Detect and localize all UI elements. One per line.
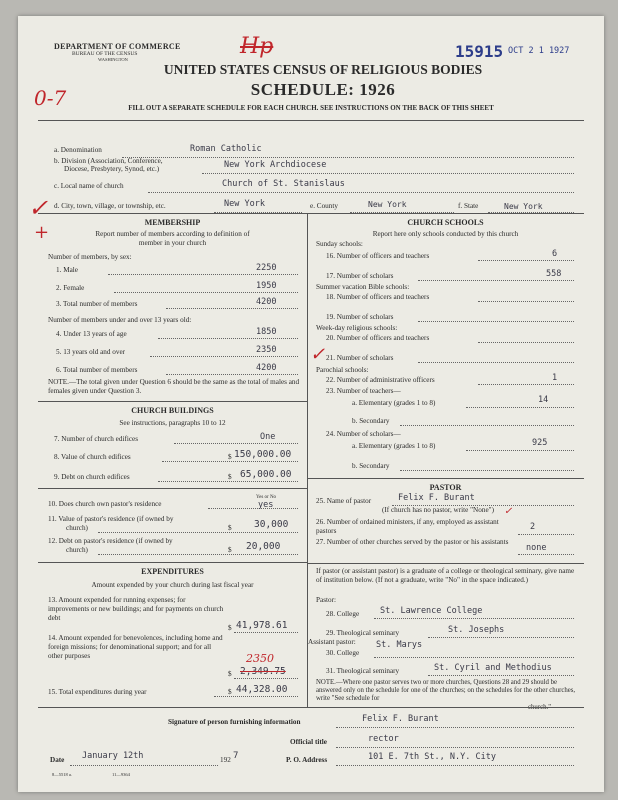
male-line [108, 274, 298, 275]
total-expenditures-value: 44,328.00 [236, 684, 288, 695]
membership-sub-2: member in your church [138, 239, 207, 247]
membership-note: NOTE.—The total given under Question 6 should be the same as the total of males and females given under Question 3. [48, 378, 300, 395]
summer-schools-label: Summer vacation Bible schools: [316, 283, 410, 291]
edifices-debt-value: 65,000.00 [240, 469, 292, 480]
male-label: 1. Male [56, 266, 78, 274]
hand-mark-pastor: ✓ [504, 506, 513, 517]
year-hand: 7 [233, 751, 239, 761]
edifices-count-value: One [260, 432, 276, 442]
under-13-value: 1850 [256, 327, 277, 337]
schools-sub: Report here only schools conducted by this church [372, 230, 519, 238]
form-instruction: FILL OUT A SEPARATE SCHEDULE FOR EACH CHURCH. SEE INSTRUCTIONS ON THE BACK OF THIS SHEET [128, 104, 494, 112]
denomination-line [122, 157, 574, 158]
edifices-debt-label: 9. Debt on church edifices [54, 473, 130, 481]
residence-value-label-1: 11. Value of pastor's residence (if owned by [48, 515, 174, 523]
total-expenditures-label: 15. Total expenditures during year [48, 688, 147, 696]
running-expenses-line [234, 632, 298, 633]
bureau-label: BUREAU OF THE CENSUS [72, 51, 138, 57]
residence-debt-value: 20,000 [246, 541, 281, 552]
benevolences-line [234, 678, 298, 679]
edifices-value-value: 150,000.00 [234, 449, 292, 460]
edifices-debt-dollar: $ [228, 473, 232, 481]
total-members-value-3: 4200 [256, 297, 277, 307]
buildings-sub: See instructions, paragraphs 10 to 12 [119, 419, 226, 427]
schedule-title: SCHEDULE: 1926 [250, 80, 396, 99]
residence-divider [38, 562, 307, 563]
expenditures-heading: EXPENDITURES [141, 567, 204, 576]
teachers-elementary-line [466, 407, 574, 408]
official-title-label: Official title [290, 738, 327, 746]
schools-divider [307, 478, 584, 479]
over-13-value: 2350 [256, 345, 277, 355]
other-churches-label: 27. Number of other churches served by the pastor or his assistants [316, 538, 509, 546]
sunday-scholars-line [418, 280, 574, 281]
form-number-2: 11—9364 [112, 772, 130, 777]
pastor-college-value: St. Lawrence College [380, 606, 483, 616]
date-label: Date [50, 756, 65, 764]
scholars-elementary-line [466, 450, 574, 451]
graduate-note: If pastor (or assistant pastor) is a graduate of a college or theological seminary, give name of institution below. (If not a graduate, write "No" in the space indicated.) [316, 567, 575, 584]
year-prefix: 192 [220, 756, 231, 764]
residence-value-label-2: church) [66, 524, 88, 532]
total-members-value-6: 4200 [256, 363, 277, 373]
residence-value-dollar: $ [228, 524, 232, 532]
buildings-heading: CHURCH BUILDINGS [131, 406, 214, 415]
division-label-1: b. Division (Association, Conference, [54, 157, 163, 165]
weekday-scholars-label: 21. Number of scholars [326, 354, 394, 362]
teachers-elementary-label: a. Elementary (grades 1 to 8) [352, 399, 436, 407]
local-name-label: c. Local name of church [54, 182, 124, 190]
benevolences-dollar: $ [228, 670, 232, 678]
benevolences-value: 2,349.75 [240, 666, 286, 677]
edifices-value-line [162, 461, 298, 462]
male-value: 2250 [256, 263, 277, 273]
signature-divider [38, 707, 584, 708]
teachers-label: 23. Number of teachers— [326, 387, 401, 395]
local-name-value: Church of St. Stanislaus [222, 179, 345, 189]
city-field-label: d. City, town, village, or township, etc. [54, 202, 166, 210]
pastor-seminary-value: St. Josephs [448, 625, 505, 635]
date-line [70, 765, 218, 766]
city-value: New York [224, 199, 265, 209]
edifices-count-label: 7. Number of church edifices [54, 435, 139, 443]
handwritten-mark-top: Hp [240, 34, 274, 59]
under-13-line [158, 338, 298, 339]
admin-officers-label: 22. Number of administrative officers [326, 376, 435, 384]
benevolences-hand-correction: 2350 [246, 652, 274, 665]
pastor-college-label: 28. College [326, 610, 360, 618]
residence-own-value: yes [258, 500, 274, 510]
total-members-label-6: 6. Total number of members [56, 366, 138, 374]
female-value: 1950 [256, 281, 277, 291]
pastor-seminary-label: 29. Theological seminary [326, 629, 400, 637]
sunday-officers-line [478, 260, 574, 261]
signature-line [336, 727, 574, 728]
form-title: UNITED STATES CENSUS OF RELIGIOUS BODIES [163, 62, 483, 77]
total-members-label-3: 3. Total number of members [56, 300, 138, 308]
state-value: New York [504, 202, 543, 211]
handwritten-check-mark: ✓ [28, 194, 49, 222]
weekday-scholars-line [418, 362, 574, 363]
summer-scholars-label: 19. Number of scholars [326, 313, 394, 321]
total-expenditures-line [214, 696, 298, 697]
scholars-secondary-label: b. Secondary [352, 462, 390, 470]
denomination-value: Roman Catholic [190, 144, 262, 154]
running-expenses-label: 13. Amount expended for running expenses; for improvements or new buildings; and for payments on church debt [48, 596, 224, 622]
parochial-schools-label: Parochial schools: [316, 366, 369, 374]
local-name-line [148, 192, 574, 193]
assistant-seminary-label: 31. Theological seminary [326, 667, 400, 675]
assistant-pastor-label: Assistant pastor: [308, 638, 356, 646]
pastor-heading: PASTOR [429, 483, 462, 492]
under-13-label: 4. Under 13 years of age [56, 330, 127, 338]
benevolences-label: 14. Amount expended for benevolences, including home and foreign missions; for denominational support; and for all other purposes [48, 634, 223, 660]
other-churches-value: none [526, 543, 547, 553]
division-line [202, 173, 574, 174]
total-members-line-6 [166, 374, 298, 375]
form-number: 8—5518 a. [52, 772, 72, 777]
assistant-seminary-value: St. Cyril and Methodius [434, 663, 552, 673]
buildings-divider [38, 488, 307, 489]
sunday-scholars-value: 558 [546, 269, 562, 279]
members-by-sex-label: Number of members, by sex: [48, 253, 132, 261]
membership-heading: MEMBERSHIP [144, 218, 201, 227]
scholars-elementary-label: a. Elementary (grades 1 to 8) [352, 442, 436, 450]
yes-no-hint: Yes or No [256, 495, 277, 500]
pastor-seminary-line [428, 637, 574, 638]
state-label: f. State [458, 202, 479, 210]
division-label-2: Diocese, Presbytery, Synod, etc.) [64, 165, 160, 173]
edifices-value-dollar: $ [228, 453, 232, 461]
scholars-secondary-line [400, 470, 574, 471]
residence-own-label: 10. Does church own pastor's residence [48, 500, 162, 508]
teachers-elementary-value: 14 [538, 395, 549, 405]
residence-own-line [208, 508, 298, 509]
over-13-label: 5. 13 years old and over [56, 348, 126, 356]
stamp-number: 15915 [455, 42, 504, 61]
weekday-schools-label: Week-day religious schools: [316, 324, 398, 332]
teachers-secondary-line [400, 425, 574, 426]
po-address-label: P. O. Address [286, 756, 328, 764]
edifices-count-line [174, 443, 298, 444]
po-address-value: 101 E. 7th St., N.Y. City [368, 752, 496, 762]
pastor-name-label: 25. Name of pastor [316, 497, 372, 505]
header-divider [38, 120, 584, 121]
pastor-name-value: Felix F. Burant [398, 493, 475, 503]
assistant-college-value: St. Marys [376, 640, 423, 650]
pastor-name-note: (If church has no pastor, write "None") [382, 506, 494, 514]
over-13-line [150, 356, 298, 357]
female-line [114, 292, 298, 293]
residence-value-line [98, 532, 298, 533]
membership-sub-1: Report number of members according to definition of [95, 230, 250, 238]
weekday-officers-line [478, 342, 574, 343]
multi-church-note-end: church." [528, 704, 551, 711]
scholars-elementary-value: 925 [532, 438, 548, 448]
sunday-officers-label: 16. Number of officers and teachers [326, 252, 430, 260]
assistant-college-label: 30. College [326, 649, 360, 657]
signature-label: Signature of person furnishing information [168, 718, 301, 726]
residence-debt-line [98, 554, 298, 555]
official-title-value: rector [368, 734, 399, 744]
official-title-line [336, 747, 574, 748]
sunday-officers-value: 6 [552, 249, 558, 259]
handwritten-plus-mark: + [34, 222, 50, 243]
denomination-label: a. Denomination [54, 146, 102, 154]
assistant-seminary-line [428, 675, 574, 676]
county-value: New York [368, 200, 407, 209]
total-expenditures-dollar: $ [228, 688, 232, 696]
date-value: January 12th [82, 751, 144, 761]
age-breakdown-label: Number of members under and over 13 years old: [48, 316, 192, 324]
edifices-value-label: 8. Value of church edifices [54, 453, 131, 461]
pastor-divider [307, 563, 584, 564]
ordained-ministers-line [518, 534, 574, 535]
sunday-schools-label: Sunday schools: [316, 240, 363, 248]
expenditures-sub: Amount expended by your church during last fiscal year [91, 581, 254, 589]
county-label: e. County [310, 202, 338, 210]
summer-officers-label: 18. Number of officers and teachers [326, 293, 430, 301]
admin-officers-value: 1 [552, 373, 558, 383]
admin-officers-line [478, 384, 574, 385]
census-schedule-sheet [18, 16, 604, 792]
running-expenses-value: 41,978.61 [236, 620, 288, 631]
other-churches-line [518, 554, 574, 555]
schools-heading: CHURCH SCHOOLS [407, 218, 484, 227]
ordained-ministers-label: 26. Number of ordained ministers, if any, employed as assistant pastors [316, 518, 499, 535]
residence-debt-label-1: 12. Debt on pastor's residence (if owned by [48, 537, 173, 545]
department-label: DEPARTMENT OF COMMERCE [54, 42, 181, 51]
handwritten-checkmark-members: ✓ [310, 344, 326, 365]
edifices-debt-line [158, 481, 298, 482]
handwritten-mark-left: 0-7 [34, 86, 67, 110]
ordained-ministers-value: 2 [530, 522, 536, 532]
section-divider-top [38, 213, 584, 214]
division-value: New York Archdiocese [224, 160, 327, 170]
city-label: WASHINGTON [98, 57, 128, 62]
teachers-secondary-label: b. Secondary [352, 417, 390, 425]
multi-church-note: NOTE.—Where one pastor serves two or more churches, Questions 28 and 29 should be answered only on the schedule for one of the churches; on the schedules for the other churches, write "See schedule for [316, 679, 576, 702]
summer-scholars-line [418, 321, 574, 322]
sunday-scholars-label: 17. Number of scholars [326, 272, 394, 280]
pastor-sub-label: Pastor: [316, 596, 336, 604]
total-members-line-3 [166, 308, 298, 309]
scholars-label: 24. Number of scholars— [326, 430, 401, 438]
weekday-officers-label: 20. Number of officers and teachers [326, 334, 430, 342]
residence-debt-label-2: church) [66, 546, 88, 554]
membership-divider [38, 401, 307, 402]
female-label: 2. Female [56, 284, 85, 292]
pastor-college-line [374, 618, 574, 619]
po-address-line [336, 765, 574, 766]
assistant-college-line [374, 657, 574, 658]
residence-debt-dollar: $ [228, 546, 232, 554]
center-divider [307, 213, 308, 707]
signature-value: Felix F. Burant [362, 714, 439, 724]
stamp-date: OCT 2 1 1927 [508, 46, 570, 56]
residence-value-value: 30,000 [254, 519, 289, 530]
summer-officers-line [478, 301, 574, 302]
running-expenses-dollar: $ [228, 624, 232, 632]
